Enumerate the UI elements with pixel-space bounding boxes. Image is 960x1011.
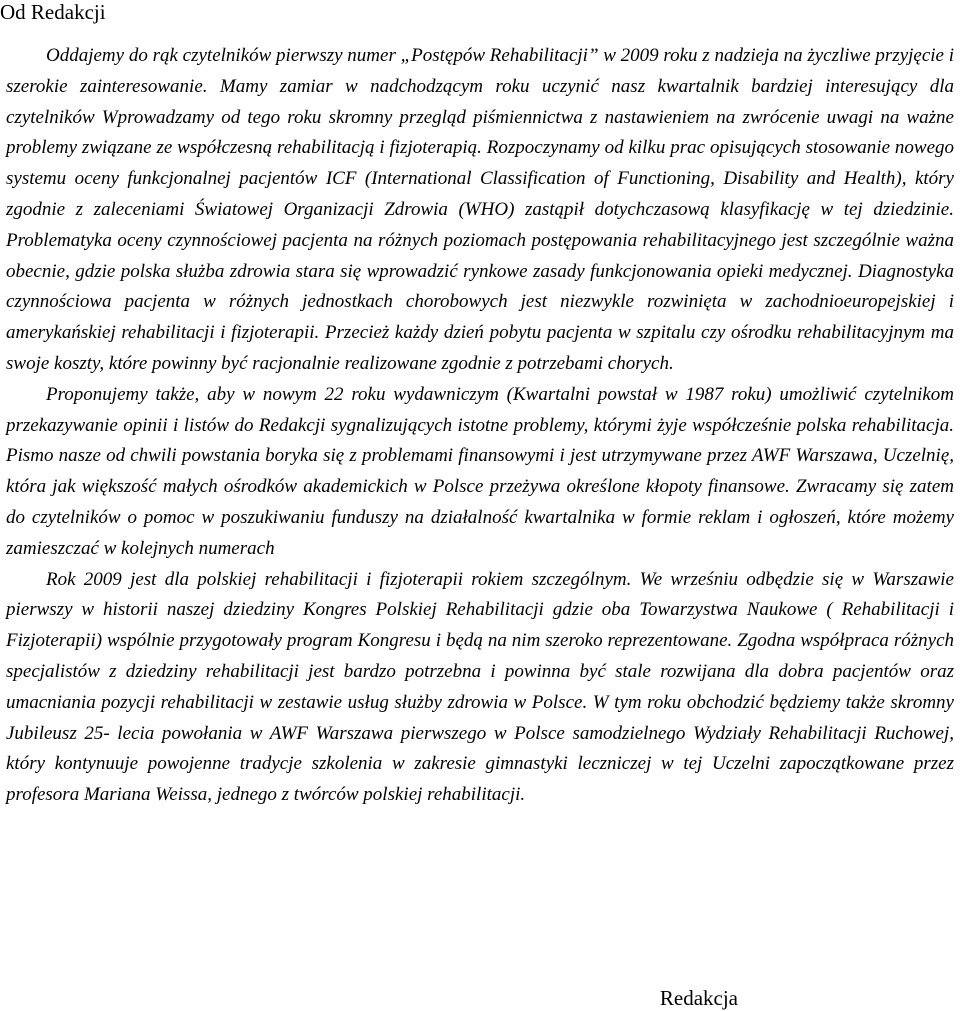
paragraph-2: Proponujemy także, aby w nowym 22 roku wydawniczym (Kwartalni powstał w 1987 roku) umożliwić czytelnikom przekazywanie opinii i listów do Redakcji sygnalizujących istotne problemy, którymi żyje współcześnie polska rehabilitacja. Pismo nasze od chwili powstania boryka się z problemami finansowymi i jest utrzymywane przez AWF Warszawa, Uczelnię, która jak większość małych ośrodków akademickich w Polsce przeżywa określone kłopoty finansowe. Zwracamy się zatem do czytelników o pomoc w poszukiwaniu funduszy na działalność kwartalnika w formie reklam i ogłoszeń, które możemy zamieszczać w kolejnych numerach	[6, 383, 954, 559]
signature: Redakcja	[659, 986, 738, 1010]
paragraph-1: Oddajemy do rąk czytelników pierwszy numer „Postępów Rehabilitacji” w 2009 roku z nadzieja na życzliwe przyjęcie i szerokie zainteresowanie. Mamy zamiar w nadchodzącym roku uczynić nasz kwartalnik bardziej interesujący dla czytelników Wprowadzamy od tego roku skromny przegląd piśmiennictwa z nastawieniem na zwrócenie uwagi na ważne problemy związane ze współczesną rehabilitacją i fizjoterapią. Rozpoczynamy od kilku prac opisujących stosowanie nowego systemu oceny funkcjonalnej pacjentów ICF (International Classification of Functioning, Disability and Health), który zgodnie z zaleceniami Światowej Organizacji Zdrowia (WHO) zastąpił dotychczasową klasyfikację w tej dziedzinie. Problematyka oceny czynnościowej pacjenta na różnych poziomach postępowania rehabilitacyjnego jest szczególnie ważna obecnie, gdzie polska służba zdrowia stara się wprowadzić rynkowe zasady funkcjonowania opieki medycznej. Diagnostyka czynnościowa pacjenta w różnych jednostkach chorobowych jest niezwykle rozwinięta w zachodnioeuropejskiej i amerykańskiej rehabilitacji i fizjoterapii. Przecież każdy dzień pobytu pacjenta w szpitalu czy ośrodku rehabilitacyjnym ma swoje koszty, które powinny być racjonalnie realizowane zgodnie z potrzebami chorych.	[6, 45, 955, 374]
page-title: Od Redakcji	[0, 0, 106, 24]
editorial-body	[6, 41, 954, 811]
paragraph-3: Rok 2009 jest dla polskiej rehabilitacji i fizjoterapii rokiem szczególnym. We wrześniu odbędzie się w Warszawie pierwszy w historii naszej dziedziny Kongres Polskiej Rehabilitacji gdzie oba Towarzystwa Naukowe ( Rehabilitacji i Fizjoterapii) wspólnie przygotowały program Kongresu i będą na nim szeroko reprezentowane. Zgodna współpraca różnych specjalistów z dziedziny rehabilitacji jest bardzo potrzebna i powinna być stale rozwijana dla dobra pacjentów oraz umacniania pozycji rehabilitacji w zestawie usług służby zdrowia w Polsce. W tym roku obchodzić będziemy także skromny Jubileusz 25- lecia powołania w AWF Warszawa pierwszego w Polsce samodzielnego Wydziały Rehabilitacji Ruchowej, który kontynuuje powojenne tradycje szkolenia w zakresie gimnastyki leczniczej w tej Uczelni zapoczątkowane przez profesora Mariana Weissa, jednego z twórców polskiej rehabilitacji.	[6, 568, 954, 806]
